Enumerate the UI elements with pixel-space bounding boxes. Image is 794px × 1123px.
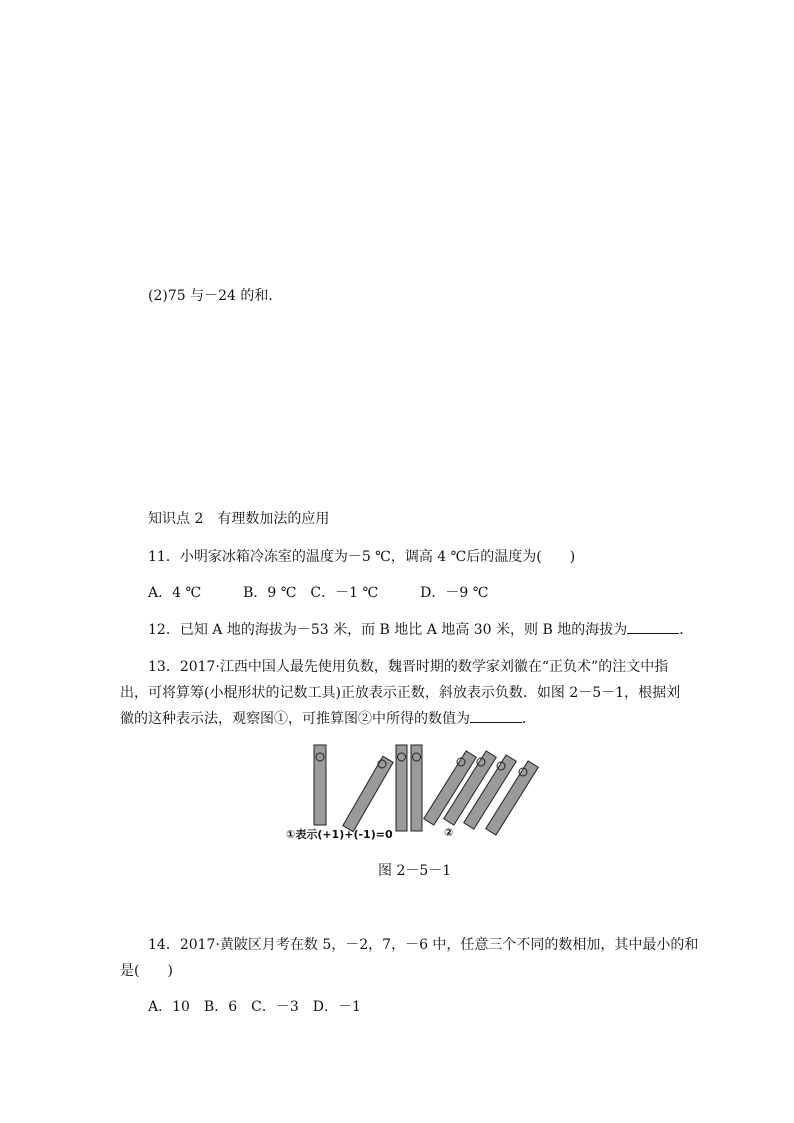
- question-13-line-2: 出，可将算筹(小棍形状的记数工具)正放表示正数，斜放表示负数．如图 2－5－1，根据刘: [120, 685, 681, 701]
- question-12-text: 12．已知 A 地的海拔为－53 米，而 B 地比 A 地高 30 米，则 B 地的海拔为: [148, 622, 628, 638]
- figure-caption: 图 2－5－1: [378, 863, 452, 879]
- period: ．: [522, 711, 536, 727]
- question-14-line-1: 14．2017·黄陂区月考在数 5，－2，7，－6 中，任意三个不同的数相加，其中最小的和: [148, 937, 699, 953]
- question-12: [148, 621, 693, 639]
- slanted-rod: [343, 756, 393, 831]
- figure-1-label: ①表示(+1)+(-1)=0: [286, 828, 393, 841]
- question-13-text: 徽的这种表示法，观察图①，可推算图②中所得的数值为: [120, 711, 470, 727]
- answer-blank[interactable]: [470, 710, 522, 723]
- question-10-part-2: (2)75 与－24 的和.: [148, 288, 273, 304]
- answer-blank[interactable]: [627, 621, 679, 634]
- question-14-line-2: 是( ): [120, 963, 173, 979]
- question-13-line-3: [120, 710, 536, 728]
- figure-2-label: ②: [444, 826, 454, 839]
- period: ．: [679, 622, 694, 638]
- question-11-options: A．4 ℃ B．9 ℃ C．－1 ℃ D．－9 ℃: [148, 585, 489, 601]
- question-14-options: A．10 B．6 C．－3 D．－1: [148, 999, 361, 1015]
- question-11: 11．小明家冰箱冷冻室的温度为－5 ℃，调高 4 ℃后的温度为( ): [148, 549, 576, 565]
- question-13-line-1: 13．2017·江西中国人最先使用负数，魏晋时期的数学家刘徽在“正负术”的注文中指: [148, 659, 669, 675]
- counting-rods-figure: [284, 740, 564, 850]
- section-heading: 知识点 2 有理数加法的应用: [148, 511, 330, 527]
